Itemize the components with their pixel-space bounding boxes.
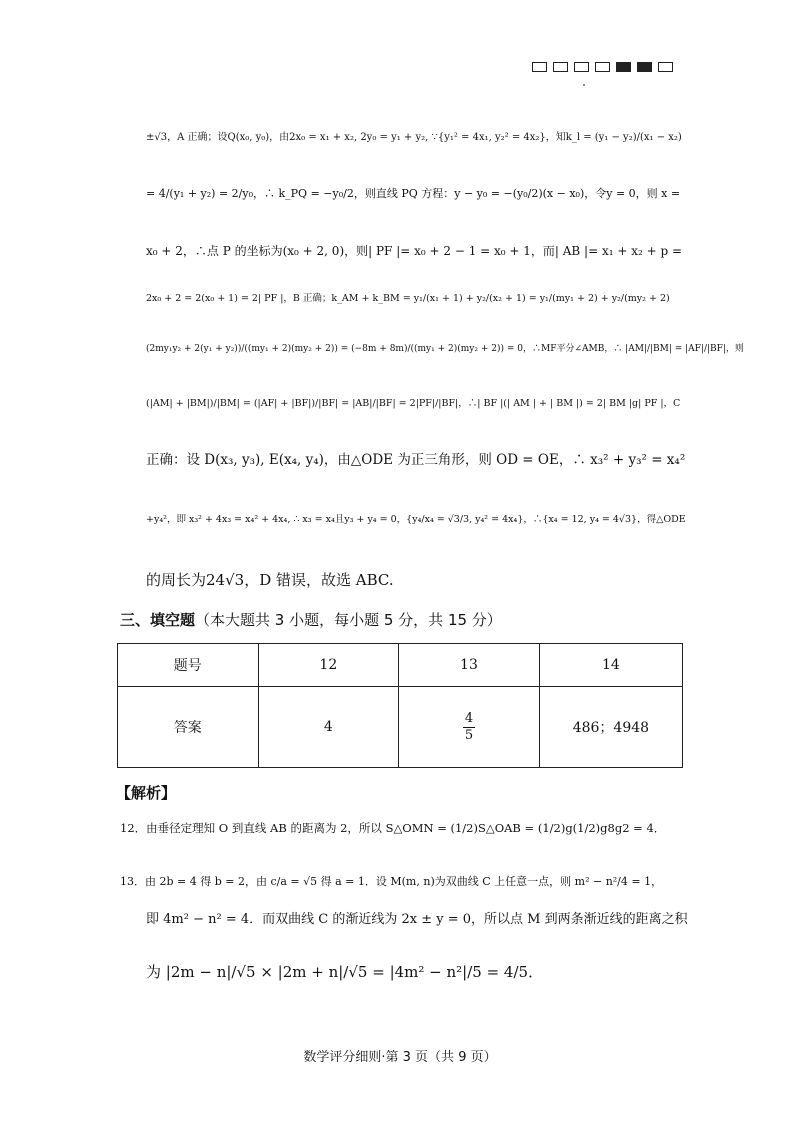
header-box-filled [616, 62, 631, 72]
body-line-7: 正确：设 D(x₃, y₃), E(x₄, y₄)，由△ODE 为正三角形，则 OD = OE，∴ x₃² + y₃² = x₄² [146, 452, 686, 468]
table-cell: 12 [258, 644, 399, 687]
solution-13-line2: 即 4m² − n² = 4．而双曲线 C 的渐近线为 2x ± y = 0，所以点 M 到两条渐近线的距离之积 [146, 912, 688, 927]
header-box [574, 62, 589, 72]
header-progress-boxes [532, 62, 673, 72]
table-cell: 14 [539, 644, 682, 687]
header-box [553, 62, 568, 72]
header-box [532, 62, 547, 72]
section-title: 三、填空题 [120, 611, 196, 629]
decorative-dot [583, 84, 585, 86]
body-line-8: +y₄²，即 x₃² + 4x₃ = x₄² + 4x₄, ∴ x₃ = x₄且y₃ + y₄ = 0，{y₄/x₄ = √3/3, y₄² = 4x₄}，∴{x₄ = 12, y₄ = 4√3}，得△ODE [146, 514, 686, 525]
table-cell: 答案 [118, 687, 259, 768]
body-line-5: (2my₁y₂ + 2(y₁ + y₂))/((my₁ + 2)(my₂ + 2)) = (−8m + 8m)/((my₁ + 2)(my₂ + 2)) = 0，∴MF平分∠AMB，∴ |AM|/|BM| = |AF|/|BF|，则 [146, 344, 744, 354]
table-header-row [118, 644, 683, 687]
fraction-denominator: 5 [464, 727, 474, 743]
answer-table [117, 643, 683, 768]
solution-13-line3: 为 |2m − n|/√5 × |2m + n|/√5 = |4m² − n²|/5 = 4/5． [146, 963, 544, 981]
analysis-label: 【解析】 [116, 784, 177, 802]
table-cell: 13 [399, 644, 540, 687]
body-line-3: x₀ + 2，∴点 P 的坐标为(x₀ + 2, 0)，则| PF |= x₀ + 2 − 1 = x₀ + 1，而| AB |= x₁ + x₂ + p = [146, 244, 683, 258]
section-heading [120, 609, 502, 630]
table-cell-fraction [399, 687, 540, 768]
solution-13-line1: 13．由 2b = 4 得 b = 2，由 c/a = √5 得 a = 1．设 M(m, n)为双曲线 C 上任意一点，则 m² − n²/4 = 1， [120, 875, 663, 888]
header-box [658, 62, 673, 72]
header-box [595, 62, 610, 72]
section-note: （本大题共 3 小题，每小题 5 分，共 15 分） [195, 611, 502, 629]
table-cell: 4 [258, 687, 399, 768]
solution-12: 12．由垂径定理知 O 到直线 AB 的距离为 2，所以 S△OMN = (1/2)S△OAB = (1/2)g(1/2)g8g2 = 4． [120, 821, 666, 835]
body-line-9: 的周长为24√3，D 错误，故选 ABC. [146, 571, 394, 589]
body-line-1: ±√3，A 正确；设Q(x₀, y₀)，由2x₀ = x₁ + x₂, 2y₀ = y₁ + y₂, ∵{y₁² = 4x₁, y₂² = 4x₂}，知k_l = (y₁ − y₂)/(x₁ − x₂) [146, 132, 682, 143]
page-footer: 数学评分细则·第 3 页（共 9 页） [303, 1050, 497, 1065]
body-line-4: 2x₀ + 2 = 2(x₀ + 1) = 2| PF |，B 正确；k_AM + k_BM = y₁/(x₁ + 1) + y₂/(x₂ + 1) = y₁/(my₁ + 2) + y₂/(my₂ + 2) [146, 293, 670, 304]
body-line-6: (|AM| + |BM|)/|BM| = (|AF| + |BF|)/|BF| = |AB|/|BF| = 2|PF|/|BF|，∴| BF |(| AM | + | BM |) = 2| BM |g| PF |，C [146, 398, 681, 409]
fraction [463, 711, 475, 744]
table-cell: 486；4948 [539, 687, 682, 768]
fraction-numerator: 4 [464, 710, 474, 726]
table-cell: 题号 [118, 644, 259, 687]
body-line-2: = 4/(y₁ + y₂) = 2/y₀，∴ k_PQ = −y₀/2，则直线 PQ 方程：y − y₀ = −(y₀/2)(x − x₀)，令y = 0，则 x = [146, 187, 681, 200]
table-row [118, 687, 683, 768]
header-box-filled [637, 62, 652, 72]
